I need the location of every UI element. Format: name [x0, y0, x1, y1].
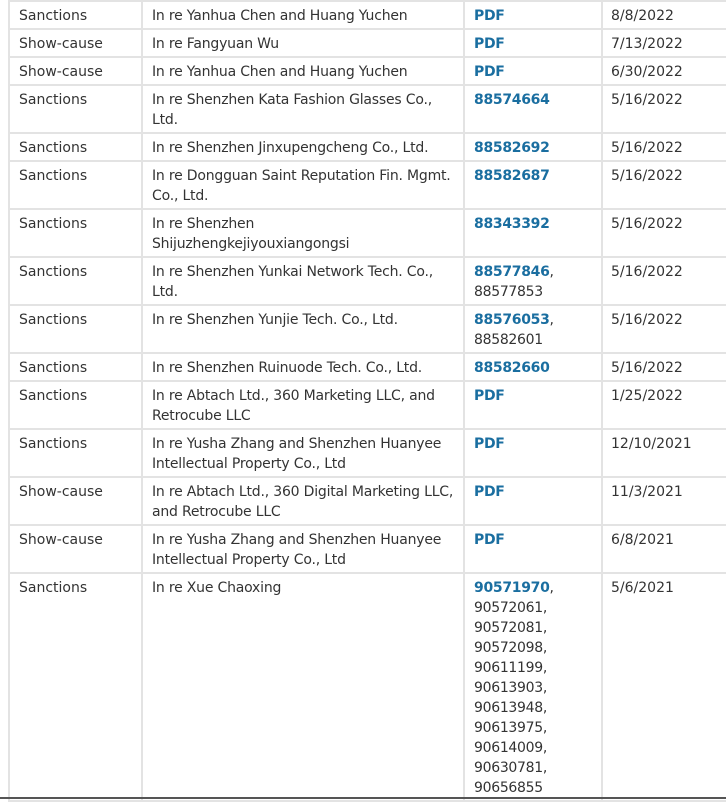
serial-number-link[interactable]: 88582692 — [474, 140, 550, 156]
table-body — [9, 1, 726, 801]
action-type-cell: Sanctions — [9, 161, 142, 209]
table-row — [9, 353, 726, 381]
case-name-cell: In re Yanhua Chen and Huang Yuchen — [142, 1, 464, 29]
action-type-cell: Show-cause — [9, 477, 142, 525]
action-type-cell: Show-cause — [9, 57, 142, 85]
case-name-cell: In re Shenzhen Ruinuode Tech. Co., Ltd. — [142, 353, 464, 381]
case-name-cell: In re Yusha Zhang and Shenzhen Huanyee Intellectual Property Co., Ltd — [142, 429, 464, 477]
document-cell — [464, 1, 602, 29]
serial-number-link[interactable]: 88576053 — [474, 312, 550, 328]
case-name-cell: In re Yusha Zhang and Shenzhen Huanyee Intellectual Property Co., Ltd — [142, 525, 464, 573]
document-cell — [464, 133, 602, 161]
action-type-cell: Sanctions — [9, 257, 142, 305]
date-cell: 5/16/2022 — [602, 305, 726, 353]
comma-separator: , — [549, 312, 554, 328]
date-cell: 7/13/2022 — [602, 29, 726, 57]
action-type-cell: Show-cause — [9, 29, 142, 57]
comma-separator: , — [542, 660, 548, 676]
action-type-cell: Sanctions — [9, 573, 142, 801]
date-cell: 8/8/2022 — [602, 1, 726, 29]
date-cell: 5/16/2022 — [602, 353, 726, 381]
serial-number-link[interactable]: 88582687 — [474, 168, 550, 184]
document-cell — [464, 381, 602, 429]
pdf-link[interactable]: PDF — [474, 36, 505, 52]
table-row — [9, 525, 726, 573]
case-name-cell: In re Shenzhen Shijuzhengkejiyouxiangongsi — [142, 209, 464, 257]
pdf-link[interactable]: PDF — [474, 388, 505, 404]
action-type-cell: Sanctions — [9, 133, 142, 161]
serial-number-text: 90630781 — [474, 760, 543, 776]
date-cell: 5/16/2022 — [602, 257, 726, 305]
serial-number-link[interactable]: 88343392 — [474, 216, 550, 232]
comma-separator: , — [542, 680, 548, 696]
date-cell: 5/16/2022 — [602, 209, 726, 257]
case-name-cell: In re Shenzhen Yunkai Network Tech. Co., Ltd. — [142, 257, 464, 305]
action-type-cell: Sanctions — [9, 305, 142, 353]
case-name-cell: In re Dongguan Saint Reputation Fin. Mgmt. Co., Ltd. — [142, 161, 464, 209]
document-cell — [464, 85, 602, 133]
serial-number-text: 90572081 — [474, 620, 543, 636]
case-name-cell: In re Abtach Ltd., 360 Digital Marketing LLC, and Retrocube LLC — [142, 477, 464, 525]
comma-separator: , — [549, 264, 554, 280]
serial-number-text: 90613975 — [474, 720, 543, 736]
case-name-cell: In re Shenzhen Jinxupengcheng Co., Ltd. — [142, 133, 464, 161]
document-cell — [464, 161, 602, 209]
pdf-link[interactable]: PDF — [474, 64, 505, 80]
document-cell — [464, 429, 602, 477]
date-cell: 5/16/2022 — [602, 161, 726, 209]
case-name-cell: In re Shenzhen Kata Fashion Glasses Co., Ltd. — [142, 85, 464, 133]
table-row — [9, 209, 726, 257]
serial-number-text: 90613948 — [474, 700, 543, 716]
serial-number-text: 90572061 — [474, 600, 543, 616]
document-cell — [464, 57, 602, 85]
table-row — [9, 477, 726, 525]
document-cell — [464, 353, 602, 381]
action-type-cell: Sanctions — [9, 429, 142, 477]
document-cell — [464, 305, 602, 353]
date-cell: 12/10/2021 — [602, 429, 726, 477]
action-type-cell: Sanctions — [9, 209, 142, 257]
document-cell — [464, 573, 602, 801]
comma-separator: , — [542, 640, 548, 656]
comma-separator: , — [542, 620, 548, 636]
table-row — [9, 85, 726, 133]
table-row — [9, 161, 726, 209]
serial-number-text: 90614009 — [474, 740, 543, 756]
action-type-cell: Sanctions — [9, 1, 142, 29]
document-cell — [464, 525, 602, 573]
serial-number-text: 88582601 — [474, 332, 543, 348]
serial-number-text: 88577853 — [474, 284, 543, 300]
comma-separator: , — [549, 580, 554, 596]
serial-number-link[interactable]: 90571970 — [474, 580, 550, 596]
case-name-cell: In re Fangyuan Wu — [142, 29, 464, 57]
serial-number-link[interactable]: 88582660 — [474, 360, 550, 376]
action-type-cell: Sanctions — [9, 85, 142, 133]
date-cell: 6/8/2021 — [602, 525, 726, 573]
document-cell — [464, 257, 602, 305]
comma-separator: , — [542, 600, 548, 616]
pdf-link[interactable]: PDF — [474, 436, 505, 452]
serial-number-text: 90613903 — [474, 680, 543, 696]
table-row — [9, 1, 726, 29]
date-cell: 6/30/2022 — [602, 57, 726, 85]
case-name-cell: In re Xue Chaoxing — [142, 573, 464, 801]
document-cell — [464, 209, 602, 257]
table-row — [9, 133, 726, 161]
case-name-cell: In re Shenzhen Yunjie Tech. Co., Ltd. — [142, 305, 464, 353]
case-name-cell: In re Abtach Ltd., 360 Marketing LLC, and Retrocube LLC — [142, 381, 464, 429]
table-row — [9, 29, 726, 57]
action-type-cell: Show-cause — [9, 525, 142, 573]
serial-number-link[interactable]: 88574664 — [474, 92, 550, 108]
table-row — [9, 305, 726, 353]
table-row — [9, 257, 726, 305]
serial-number-link[interactable]: 88577846 — [474, 264, 550, 280]
comma-separator: , — [542, 700, 548, 716]
document-cell — [464, 477, 602, 525]
serial-number-text: 90611199 — [474, 660, 543, 676]
comma-separator: , — [542, 760, 548, 776]
sanctions-table — [8, 0, 726, 802]
pdf-link[interactable]: PDF — [474, 532, 505, 548]
table-row — [9, 57, 726, 85]
comma-separator: , — [542, 720, 548, 736]
date-cell: 5/6/2021 — [602, 573, 726, 801]
table-row — [9, 381, 726, 429]
date-cell: 5/16/2022 — [602, 133, 726, 161]
pdf-link[interactable]: PDF — [474, 8, 505, 24]
date-cell: 5/16/2022 — [602, 85, 726, 133]
action-type-cell: Sanctions — [9, 381, 142, 429]
bottom-divider — [0, 797, 726, 799]
table-row — [9, 429, 726, 477]
document-cell — [464, 29, 602, 57]
serial-number-text: 90656855 — [474, 780, 543, 796]
action-type-cell: Sanctions — [9, 353, 142, 381]
serial-number-text: 90572098 — [474, 640, 543, 656]
table-row — [9, 573, 726, 801]
comma-separator: , — [542, 740, 548, 756]
date-cell: 11/3/2021 — [602, 477, 726, 525]
date-cell: 1/25/2022 — [602, 381, 726, 429]
pdf-link[interactable]: PDF — [474, 484, 505, 500]
case-name-cell: In re Yanhua Chen and Huang Yuchen — [142, 57, 464, 85]
